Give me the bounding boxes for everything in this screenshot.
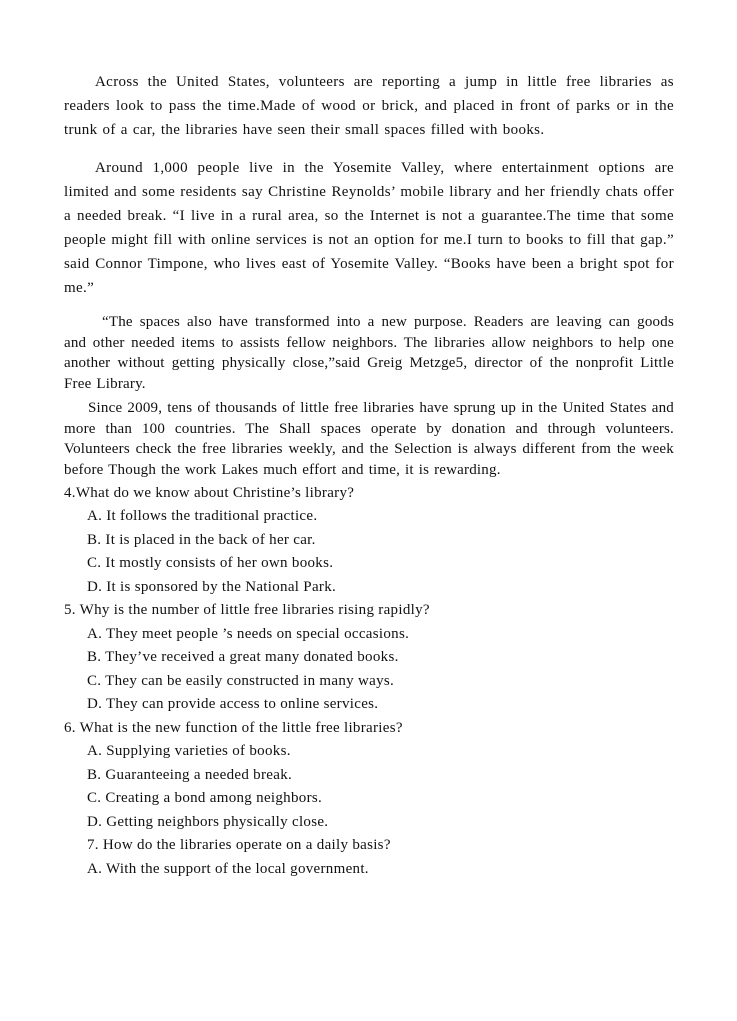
question-4-option-d: D. It is sponsored by the National Park. xyxy=(87,578,337,595)
question-4-option-b: B. It is placed in the back of her car. xyxy=(87,531,316,548)
document-page xyxy=(64,70,674,881)
question-4-option-a: A. It follows the traditional practice. xyxy=(87,508,318,525)
question-6-stem: 6. What is the new function of the little free libraries? xyxy=(64,719,403,736)
passage-paragraph-4: Since 2009, tens of thousands of little free libraries have sprung up in the United States and more than 100 countries. The Shall spaces operate by donation and through volunteers. Volunteers check the free libraries weekly, and the Selection is always different from the week before Though the work Lakes much effort and time, it is rewarding. xyxy=(64,399,674,478)
question-4-stem: 4.What do we know about Christine’s library? xyxy=(64,484,355,501)
question-5-stem: 5. Why is the number of little free libraries rising rapidly? xyxy=(64,602,430,619)
question-5-option-d: D. They can provide access to online services. xyxy=(87,696,379,713)
passage-paragraph-1: Across the United States, volunteers are reporting a jump in little free libraries as readers look to pass the time.Made of wood or brick, and placed in front of parks or in the trunk of a car, the libraries have seen their small spaces filled with books. xyxy=(64,74,674,138)
question-4-option-c: C. It mostly consists of her own books. xyxy=(87,555,334,572)
question-6-option-c: C. Creating a bond among neighbors. xyxy=(87,790,323,807)
question-5-option-c: C. They can be easily constructed in many ways. xyxy=(87,672,395,689)
question-6-option-a: A. Supplying varieties of books. xyxy=(87,743,291,760)
question-5-option-b: B. They’ve received a great many donated books. xyxy=(87,649,399,666)
question-7-option-a: A. With the support of the local government. xyxy=(87,860,369,877)
passage-paragraph-3: “The spaces also have transformed into a new purpose. Readers are leaving can goods and other needed items to assists fellow neighbors. The libraries allow neighbors to help one another without getting physically close,”said Greig Metzge5, director of the nonprofit Little Free Library. xyxy=(64,314,674,393)
question-6-option-d: D. Getting neighbors physically close. xyxy=(87,813,329,830)
question-5-option-a: A. They meet people ’s needs on special occasions. xyxy=(87,625,410,642)
passage-paragraph-2: Around 1,000 people live in the Yosemite Valley, where entertainment options are limited and some residents say Christine Reynolds’ mobile library and her friendly chats offer a needed break. “I live in a rural area, so the Internet is not a guarantee.The time that some people might fill with online services is not an option for me.I turn to books to fill that gap.” said Connor Timpone, who lives east of Yosemite Valley. “Books have been a bright spot for me.” xyxy=(64,160,674,296)
question-7-stem: 7. How do the libraries operate on a daily basis? xyxy=(87,837,391,854)
question-6-option-b: B. Guaranteeing a needed break. xyxy=(87,766,293,783)
question-list xyxy=(64,482,674,882)
